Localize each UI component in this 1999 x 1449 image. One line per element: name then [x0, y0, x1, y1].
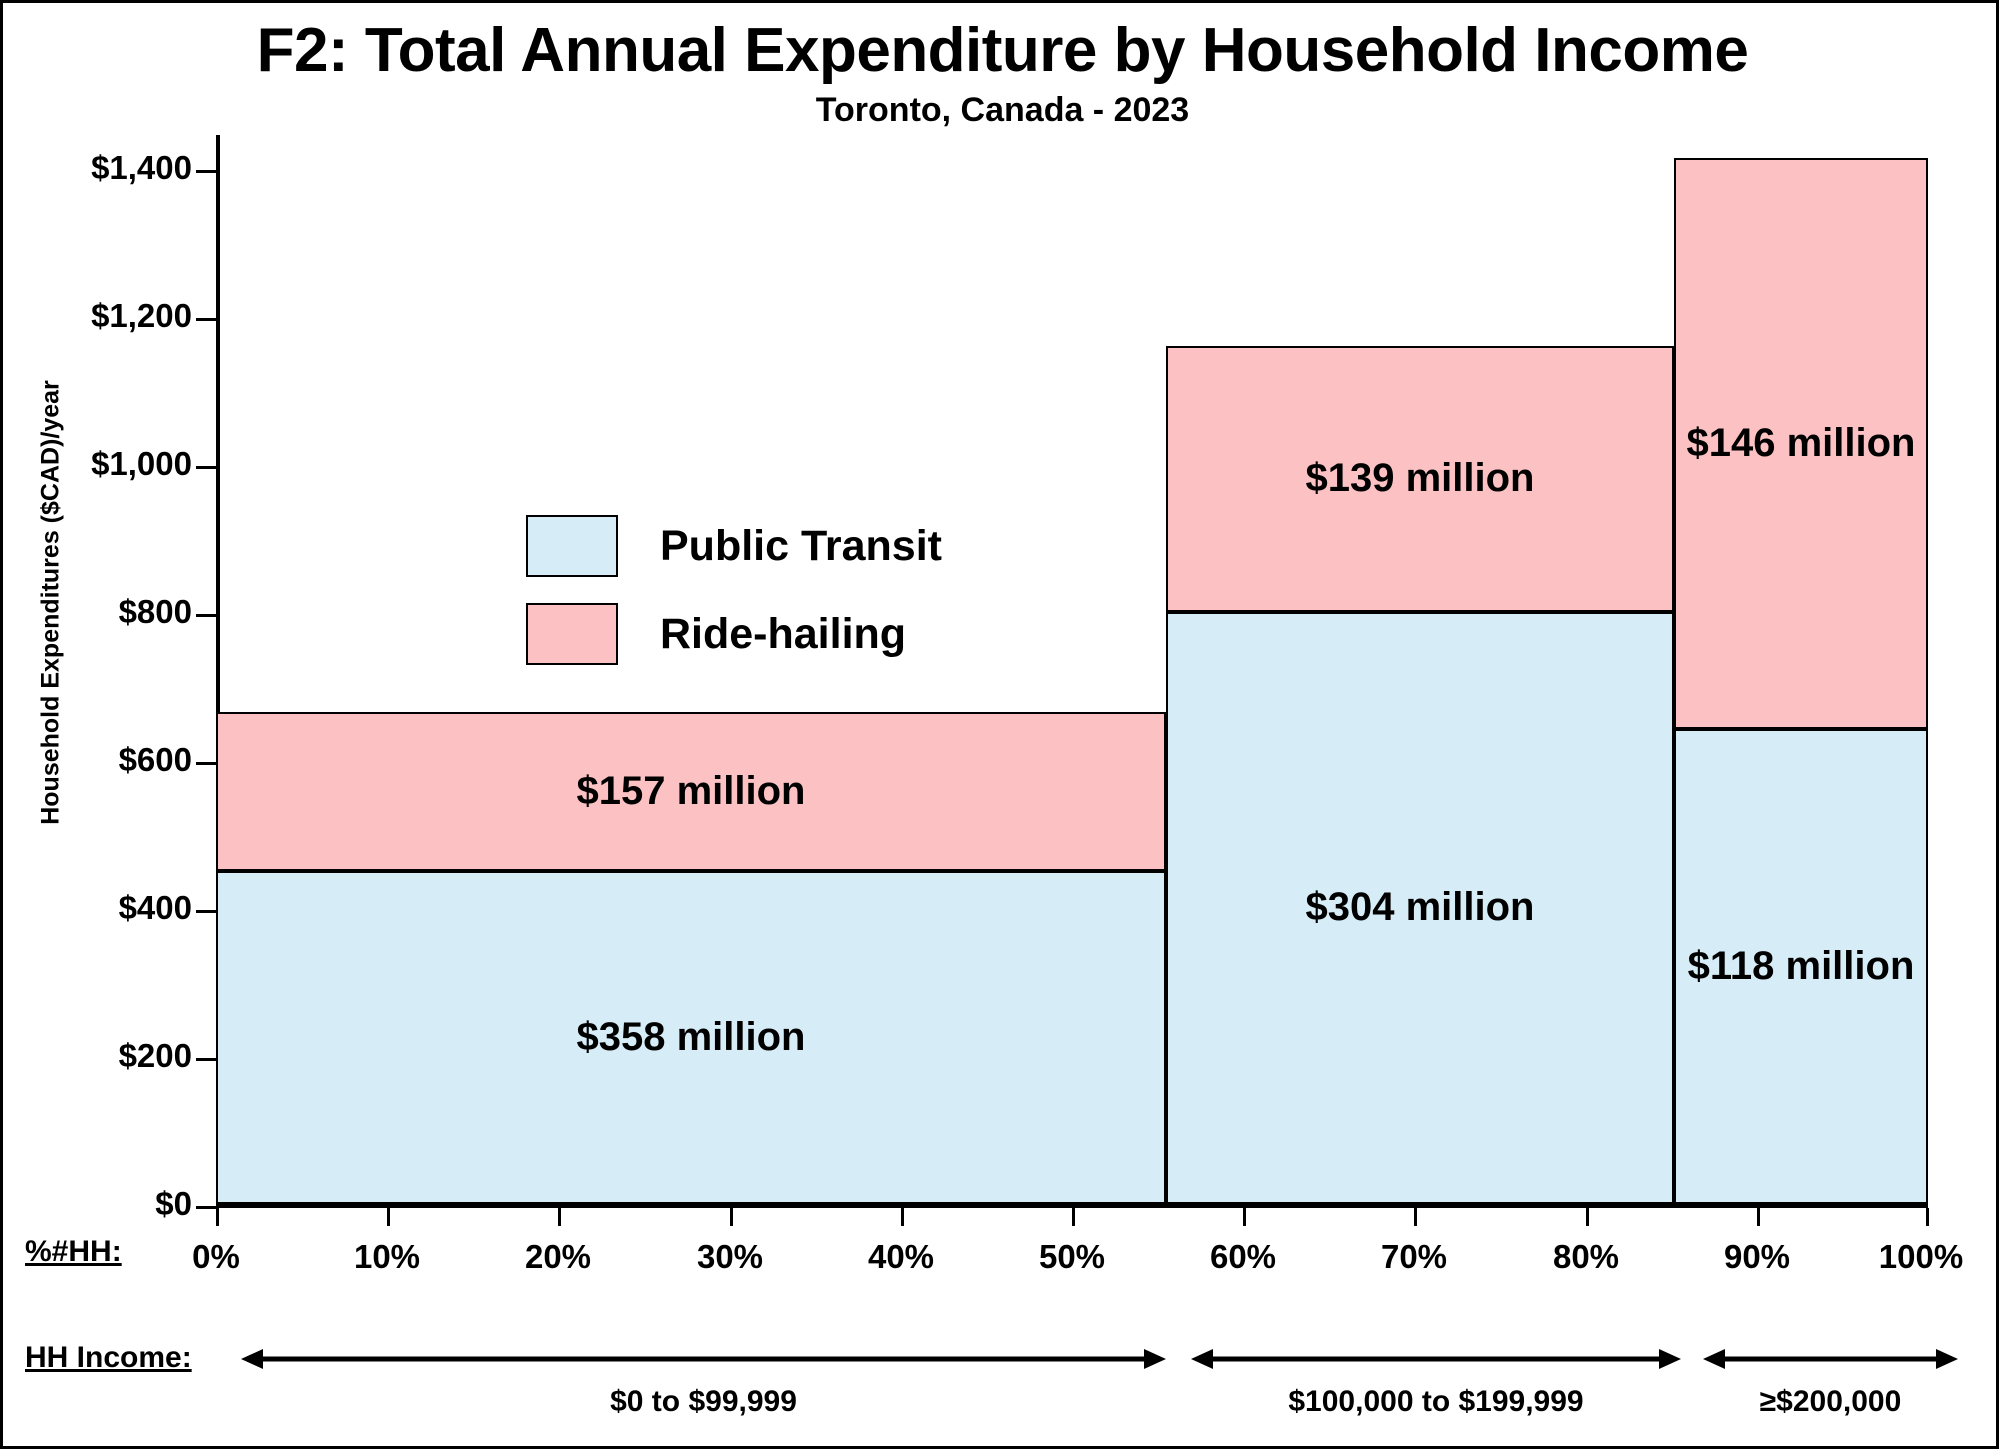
legend-label-ride-hailing: Ride-hailing — [660, 609, 907, 658]
bar-label-ride-mid: $139 million — [1305, 456, 1535, 501]
x-tick-mark — [730, 1208, 733, 1226]
income-range-mid — [1191, 1333, 1681, 1423]
legend-item-public-transit[interactable] — [526, 515, 942, 577]
income-range-label-mid: $100,000 to $199,999 — [1288, 1385, 1584, 1418]
y-tick-label: $1,200 — [91, 297, 192, 334]
y-tick-label: $0 — [155, 1185, 192, 1222]
x-tick-label: 40% — [867, 1238, 935, 1275]
x-tick-label: 30% — [696, 1238, 764, 1275]
y-axis-label: Household Expenditures ($CAD)/year — [36, 380, 65, 825]
income-range-label-high: ≥$200,000 — [1759, 1385, 1902, 1418]
double-arrow-icon — [1703, 1347, 1958, 1371]
y-tick-label: $200 — [118, 1037, 192, 1074]
bar-label-transit-low: $358 million — [576, 1014, 806, 1059]
bar-segment-transit-low[interactable] — [216, 871, 1166, 1204]
bar-label-transit-high: $118 million — [1687, 943, 1915, 988]
chart-title: F2: Total Annual Expenditure by Household Income — [256, 16, 1749, 85]
x-tick-label: 90% — [1723, 1238, 1791, 1275]
x-tick-mark — [1072, 1208, 1075, 1226]
x-tick-mark — [216, 1208, 219, 1226]
legend — [526, 515, 942, 691]
legend-swatch-icon-public-transit — [526, 515, 618, 577]
bar-segment-ride-high[interactable] — [1674, 158, 1928, 729]
x-tick-label: 60% — [1209, 1238, 1277, 1275]
x-tick-label: 50% — [1038, 1238, 1106, 1275]
x-tick-label: 20% — [524, 1238, 592, 1275]
y-tick-mark — [196, 466, 216, 469]
x-tick-label: 100% — [1878, 1238, 1964, 1275]
y-tick-label: $1,000 — [91, 445, 192, 482]
plot-area — [91, 135, 1964, 1275]
x-tick-mark — [1414, 1208, 1417, 1226]
y-tick-mark — [196, 1206, 216, 1209]
x-tick-label: 10% — [353, 1238, 421, 1275]
y-tick-mark — [196, 170, 216, 173]
x-tick-label: 0% — [192, 1238, 240, 1275]
household-income-axis-label: HH Income: — [25, 1341, 192, 1374]
bar-label-transit-mid: $304 million — [1305, 885, 1535, 930]
bar-segment-transit-mid[interactable] — [1166, 612, 1674, 1204]
x-tick-mark — [1926, 1208, 1929, 1226]
y-tick-label: $800 — [118, 593, 192, 630]
double-arrow-icon — [241, 1347, 1166, 1371]
y-tick-mark — [196, 1058, 216, 1061]
y-tick-mark — [196, 910, 216, 913]
y-tick-label: $600 — [118, 741, 192, 778]
x-tick-label: 70% — [1380, 1238, 1448, 1275]
percent-households-axis-label: %#HH: — [25, 1235, 122, 1268]
x-tick-mark — [901, 1208, 904, 1226]
bar-segment-transit-high[interactable] — [1674, 729, 1928, 1204]
x-tick-mark — [387, 1208, 390, 1226]
y-tick-mark — [196, 762, 216, 765]
x-tick-mark — [1586, 1208, 1589, 1226]
chart-subtitle: Toronto, Canada - 2023 — [815, 91, 1190, 129]
x-tick-mark — [1757, 1208, 1760, 1226]
y-tick-label: $400 — [118, 889, 192, 926]
bar-label-ride-high: $146 million — [1686, 420, 1916, 465]
income-range-label-low: $0 to $99,999 — [610, 1385, 797, 1418]
legend-item-ride-hailing[interactable] — [526, 603, 942, 665]
y-tick-label: $1,400 — [91, 149, 192, 186]
bar-segment-ride-mid[interactable] — [1166, 346, 1674, 612]
income-range-low — [241, 1333, 1166, 1423]
bar-label-ride-low: $157 million — [576, 768, 806, 813]
y-tick-mark — [196, 614, 216, 617]
double-arrow-icon — [1191, 1347, 1681, 1371]
y-tick-mark — [196, 318, 216, 321]
x-tick-label: 80% — [1552, 1238, 1620, 1275]
x-tick-mark — [1243, 1208, 1246, 1226]
income-range-high — [1703, 1333, 1958, 1423]
bar-segment-ride-low[interactable] — [216, 712, 1166, 871]
legend-label-public-transit: Public Transit — [660, 521, 942, 570]
x-tick-mark — [558, 1208, 561, 1226]
legend-swatch-icon-ride-hailing — [526, 603, 618, 665]
